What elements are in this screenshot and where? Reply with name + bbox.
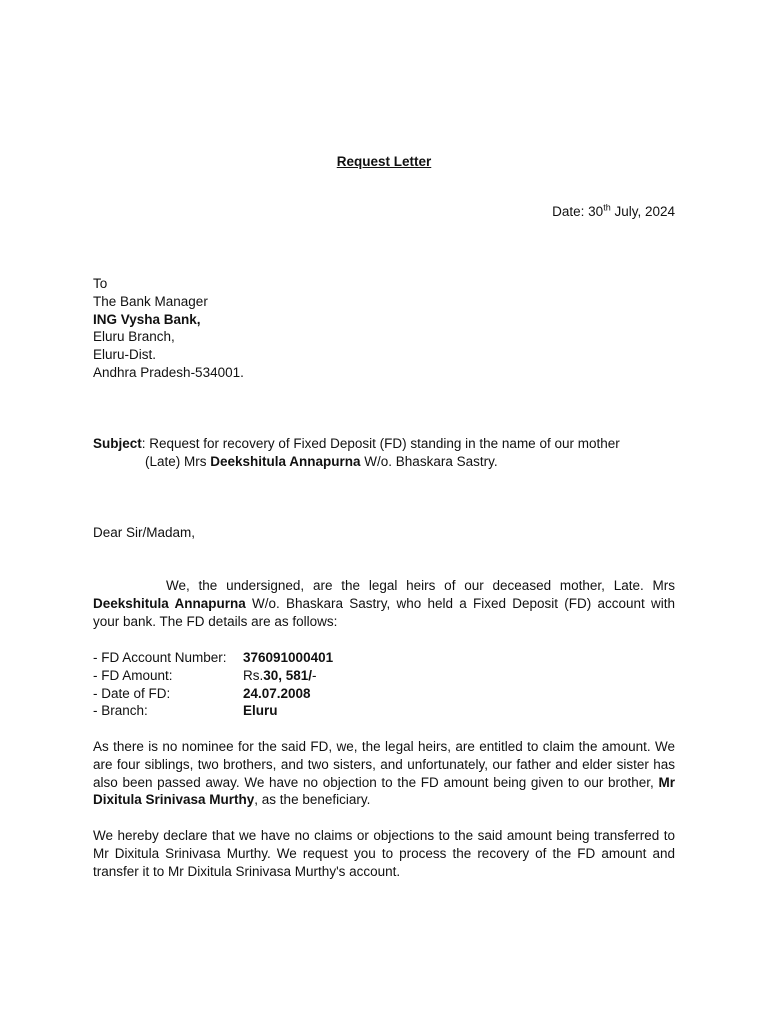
subject-text-2-prefix: (Late) Mrs bbox=[145, 453, 211, 469]
letter-date bbox=[552, 203, 675, 221]
fd-detail-label: - FD Account Number: bbox=[93, 650, 227, 665]
salutation: Dear Sir/Madam, bbox=[93, 525, 196, 540]
subject-text-2-suffix: W/o. Bhaskara Sastry. bbox=[360, 453, 498, 469]
paragraph-intro-text-a: We, the undersigned, are the legal heirs of our deceased mother, Late. Mrs bbox=[166, 578, 675, 593]
paragraph-beneficiary-text-b: , as the beneficiary. bbox=[254, 792, 371, 808]
fd-detail-label: - Branch: bbox=[93, 703, 148, 719]
fd-detail-value-main: 30, 581/ bbox=[263, 667, 313, 683]
address-to: To bbox=[93, 276, 108, 291]
subject-label: Subject bbox=[93, 436, 142, 451]
fd-detail-value bbox=[243, 649, 333, 667]
fd-detail-value bbox=[243, 702, 278, 720]
fd-detail-value-main: 24.07.2008 bbox=[243, 685, 311, 701]
fd-detail-value-prefix: Rs. bbox=[243, 667, 264, 683]
date-prefix: Date: 30 bbox=[552, 204, 604, 219]
letter-title: Request Letter bbox=[336, 154, 432, 169]
fd-detail-value bbox=[243, 667, 317, 685]
fd-detail-value-main: 376091000401 bbox=[243, 650, 334, 665]
fd-detail-value-main: Eluru bbox=[243, 703, 278, 719]
fd-detail-label: - FD Amount: bbox=[93, 667, 173, 683]
fd-detail-label: - Date of FD: bbox=[93, 685, 171, 701]
fd-detail-value bbox=[243, 685, 311, 703]
address-branch: Eluru Branch, bbox=[93, 329, 175, 345]
paragraph-beneficiary-text-a: As there is no nominee for the said FD, we, the legal heirs, are entitled to claim the amount. We are four siblings, two brothers, and two sisters, and unfortunately, our father and elder sister has also been passed away. We have no objection to the FD amount being given to our brother, bbox=[93, 739, 675, 790]
date-superscript: th bbox=[603, 202, 611, 213]
paragraph-intro-text-b: W/o. Bhaskara Sastry, who held a Fixed Deposit (FD) account with your bank. The FD details are as follows: bbox=[93, 595, 675, 629]
subject-line-2 bbox=[93, 453, 675, 471]
subject-mother-name: Deekshitula Annapurna bbox=[210, 453, 361, 469]
subject-text-1: : Request for recovery of Fixed Deposit (FD) standing in the name of our mother bbox=[141, 436, 620, 451]
fd-detail-value-suffix: - bbox=[312, 667, 317, 683]
paragraph-beneficiary bbox=[93, 738, 675, 809]
subject-line-1 bbox=[93, 435, 675, 453]
address-recipient: The Bank Manager bbox=[93, 293, 208, 309]
recipient-address bbox=[93, 275, 244, 382]
date-suffix: July, 2024 bbox=[610, 204, 675, 219]
paragraph-intro-name: Deekshitula Annapurna bbox=[93, 595, 246, 611]
address-state: Andhra Pradesh-534001. bbox=[93, 364, 244, 380]
address-district: Eluru-Dist. bbox=[93, 347, 157, 363]
paragraph-declaration: We hereby declare that we have no claims or objections to the said amount being transferred to Mr Dixitula Srinivasa Murthy. We request you to process the recovery of the FD amount and transfer it to Mr Dixitula Srinivasa Murthy's account. bbox=[93, 828, 675, 879]
letter-subject bbox=[93, 435, 675, 471]
paragraph-intro bbox=[93, 577, 675, 630]
address-bank: ING Vysha Bank, bbox=[93, 311, 201, 327]
beneficiary-name: Mr Dixitula Srinivasa Murthy bbox=[93, 774, 675, 808]
